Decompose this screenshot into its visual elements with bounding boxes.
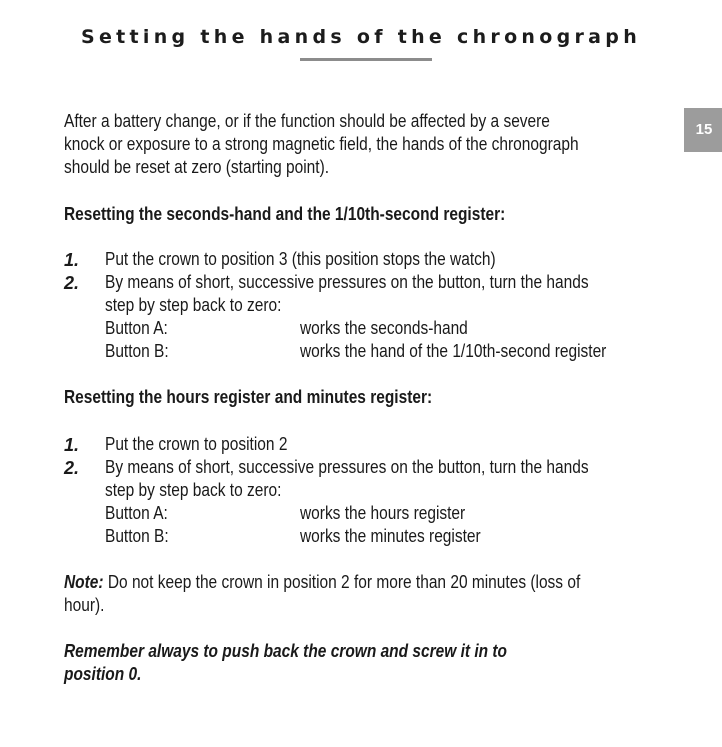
step-text: Put the crown to position 3 (this position stops the watch) — [105, 249, 496, 269]
step-number: 1. — [64, 250, 80, 270]
step-number: 2. — [64, 273, 80, 293]
reminder-line-1: Remember always to push back the crown and screw it in to — [64, 641, 508, 661]
button-a-label: Button A: — [105, 503, 168, 523]
reminder-line-2: position 0. — [64, 664, 142, 684]
step-text: By means of short, successive pressures on the button, turn the hands — [105, 457, 589, 477]
page-number-tab: 15 — [684, 108, 722, 152]
page-title: Setting the hands of the chronograph — [80, 26, 642, 48]
step-number: 2. — [64, 458, 80, 478]
step-text: By means of short, successive pressures on the button, turn the hands — [105, 272, 589, 292]
note-line-2: hour). — [64, 595, 105, 615]
step-text: step by step back to zero: — [105, 295, 282, 315]
step-text: step by step back to zero: — [105, 480, 282, 500]
intro-line-2: knock or exposure to a strong magnetic field, the hands of the chronograph — [64, 134, 579, 154]
note-line-1 — [64, 571, 580, 594]
intro-line-3: should be reset at zero (starting point). — [64, 157, 330, 177]
button-b-label: Button B: — [105, 526, 169, 546]
note-label: Note: — [64, 572, 104, 592]
note-text: Do not keep the crown in position 2 for more than 20 minutes (loss of — [103, 572, 581, 592]
section-heading-seconds: Resetting the seconds-hand and the 1/10th-second register: — [64, 204, 506, 224]
button-a-function: works the seconds-hand — [300, 318, 468, 338]
button-a-label: Button A: — [105, 318, 168, 338]
title-underline — [300, 58, 432, 61]
button-a-function: works the hours register — [300, 503, 466, 523]
button-b-function: works the minutes register — [300, 526, 481, 546]
section-heading-hours: Resetting the hours register and minutes register: — [64, 387, 433, 407]
button-b-label: Button B: — [105, 341, 169, 361]
button-b-function: works the hand of the 1/10th-second register — [300, 341, 607, 361]
step-number: 1. — [64, 435, 80, 455]
intro-line-1: After a battery change, or if the function should be affected by a severe — [64, 111, 550, 131]
step-text: Put the crown to position 2 — [105, 434, 288, 454]
